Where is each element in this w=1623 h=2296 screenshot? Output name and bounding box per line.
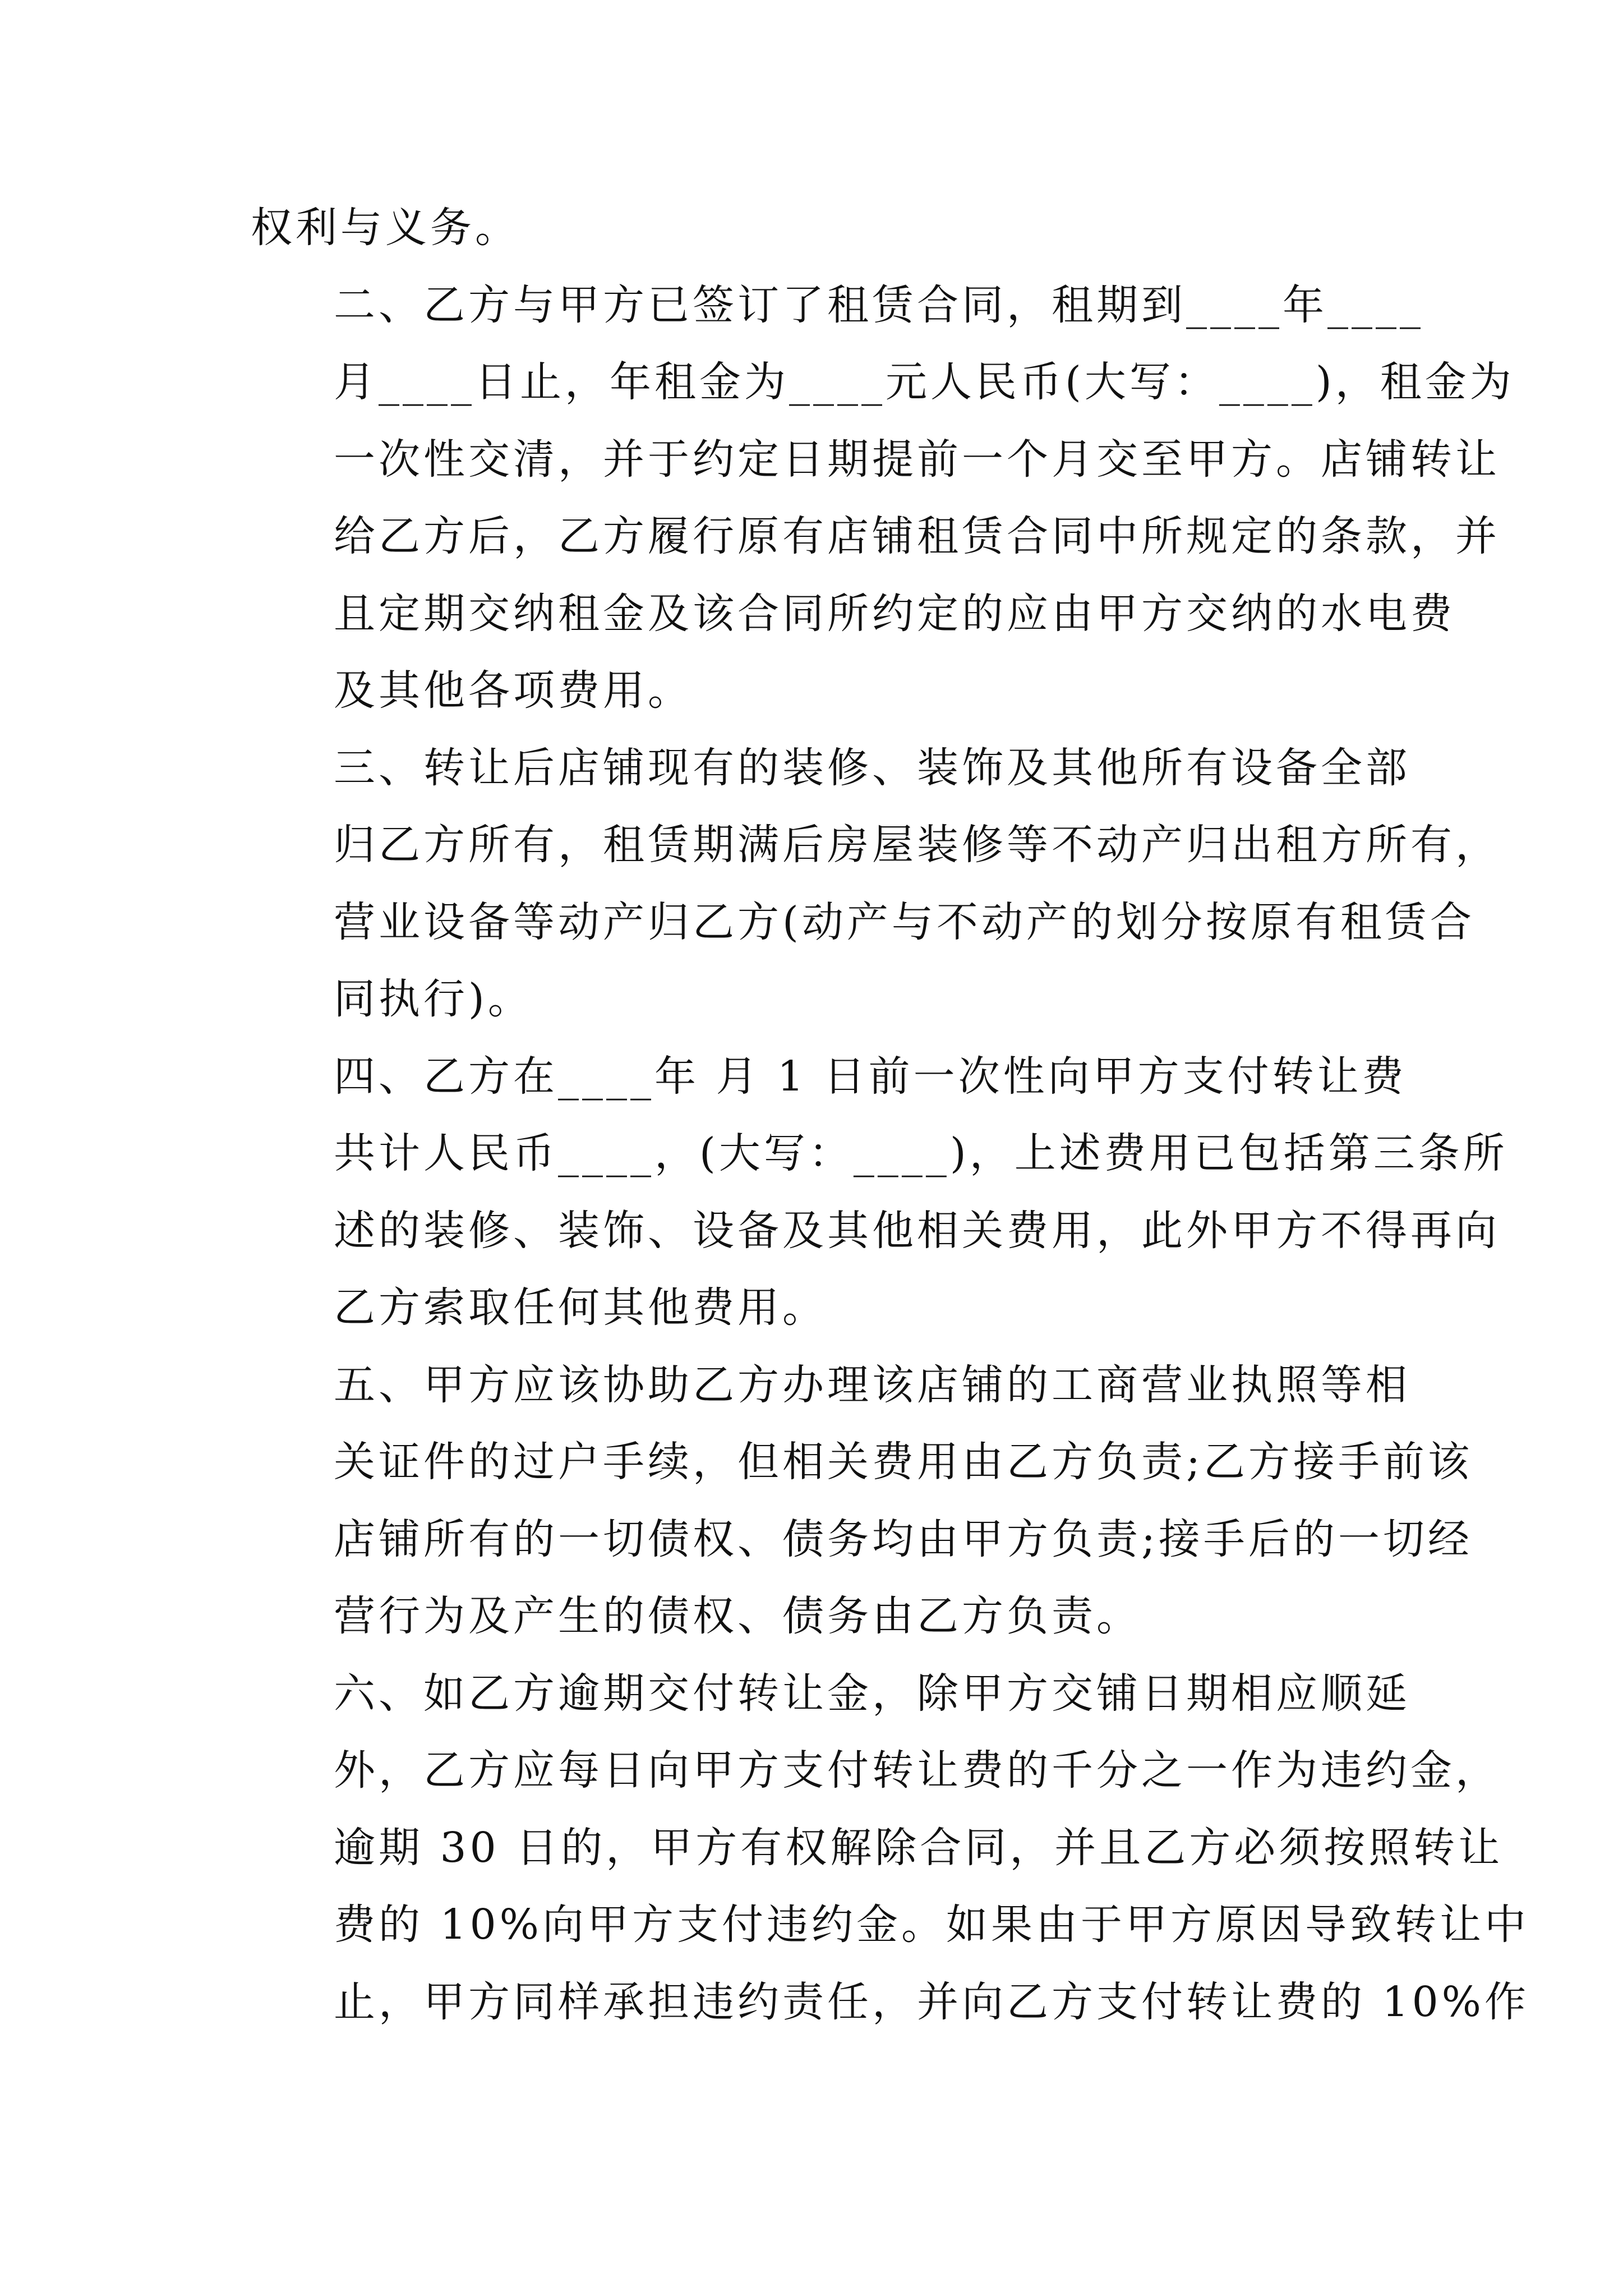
- text-line: 归乙方所有，租赁期满后房屋装修等不动产归出租方所有，: [334, 821, 1500, 869]
- text-line: 月____日止，年租金为____元人民币(大写：____)，租金为: [334, 358, 1515, 406]
- paragraph-clause-5: [251, 1347, 1473, 1655]
- text-line: 五、甲方应该协助乙方办理该店铺的工商营业执照等相: [334, 1360, 1410, 1409]
- paragraph-clause-3: [251, 730, 1500, 1038]
- paragraph-continuation: [251, 190, 1378, 267]
- paragraph-clause-2: [251, 267, 1515, 730]
- document-body: [251, 190, 1529, 2041]
- paragraph-clause-4: [251, 1038, 1508, 1347]
- text-line: 营行为及产生的债权、债务由乙方负责。: [334, 1592, 1141, 1640]
- text-line: 一次性交清，并于约定日期提前一个月交至甲方。店铺转让: [334, 435, 1500, 484]
- text-line: 乙方索取任何其他费用。: [334, 1283, 827, 1332]
- text-line: 店铺所有的一切债权、债务均由甲方负责;接手后的一切经: [334, 1515, 1473, 1563]
- text-line: 逾期 30 日的，甲方有权解除合同，并且乙方必须按照转让: [334, 1823, 1504, 1872]
- text-line: 同执行)。: [334, 975, 533, 1023]
- text-line: 权利与义务。: [251, 204, 520, 252]
- paragraph-clause-6: [251, 1655, 1529, 2041]
- text-line: 营业设备等动产归乙方(动产与不动产的划分按原有租赁合: [334, 898, 1475, 946]
- text-line: 述的装修、装饰、设备及其他相关费用，此外甲方不得再向: [334, 1206, 1500, 1255]
- text-line: 关证件的过户手续，但相关费用由乙方负责;乙方接手前该: [334, 1438, 1473, 1486]
- text-line: 止，甲方同样承担违约责任，并向乙方支付转让费的 10%作: [334, 1977, 1529, 2026]
- text-line: 且定期交纳租金及该合同所约定的应由甲方交纳的水电费: [334, 589, 1455, 638]
- text-line: 三、转让后店铺现有的装修、装饰及其他所有设备全部: [334, 743, 1410, 792]
- text-line: 外，乙方应每日向甲方支付转让费的千分之一作为违约金，: [334, 1746, 1500, 1795]
- text-line: 二、乙方与甲方已签订了租赁合同，租期到____年____: [334, 280, 1424, 329]
- text-line: 六、如乙方逾期交付转让金，除甲方交铺日期相应顺延: [334, 1669, 1410, 1718]
- text-line: 给乙方后，乙方履行原有店铺租赁合同中所规定的条款，并: [334, 512, 1500, 560]
- text-line: 四、乙方在____年 月 1 日前一次性向甲方支付转让费: [334, 1052, 1407, 1101]
- text-line: 共计人民币____，(大写：____)，上述费用已包括第三条所: [334, 1129, 1508, 1177]
- text-line: 及其他各项费用。: [334, 666, 693, 715]
- text-line: 费的 10%向甲方支付违约金。如果由于甲方原因导致转让中: [334, 1901, 1529, 1949]
